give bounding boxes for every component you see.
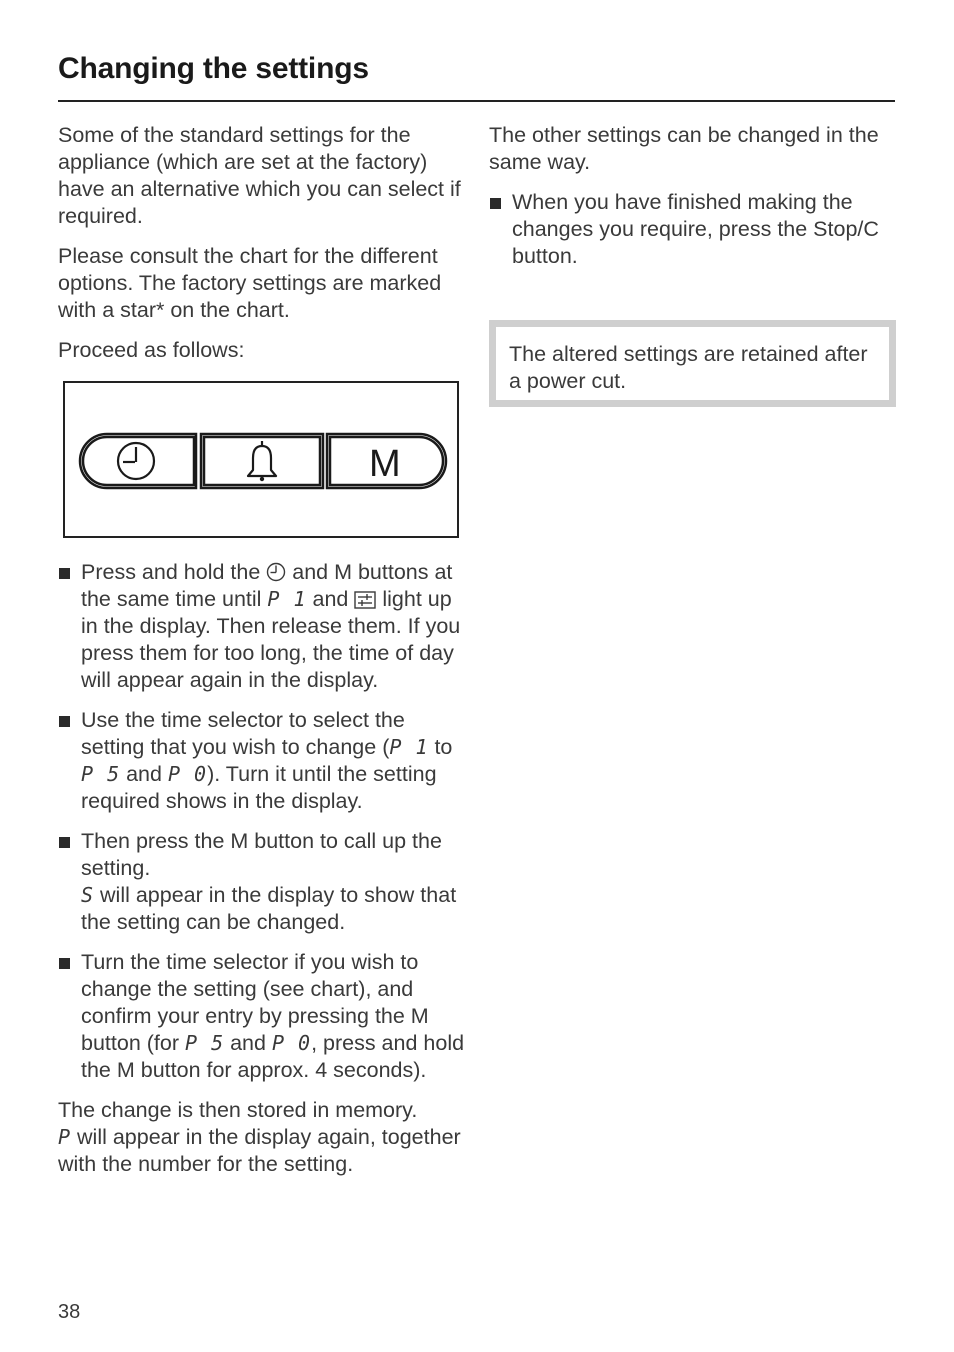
bell-button bbox=[201, 434, 323, 488]
display-code: P 0 bbox=[271, 1031, 312, 1055]
finish-step: When you have finished making the changes you require, press the Stop/C button. bbox=[489, 189, 899, 270]
bullet-square bbox=[59, 716, 70, 727]
step-1: Press and hold the and M buttons at the same time until P 1 and light up in the display. Then release them. If you press them for too long, the time of day will appear again in the display. bbox=[58, 559, 468, 694]
outro-paragraph: The change is then stored in memory. P will appear in the display again, together with the number for the setting. bbox=[58, 1098, 461, 1176]
clock-icon bbox=[266, 562, 286, 582]
intro-paragraph: Some of the standard settings for the appliance (which are set at the factory) have an alternative which you can select if required. bbox=[58, 123, 461, 228]
clock-icon bbox=[118, 443, 154, 479]
panel-buttons-svg bbox=[65, 383, 457, 536]
title-divider bbox=[58, 100, 895, 102]
display-code: P 1 bbox=[267, 587, 307, 611]
step-4: Turn the time selector if you wish to change the setting (see chart), and confirm your entry by pressing the M button (for P 5 and P 0, press and hold the M button for approx. 4 seconds). bbox=[58, 949, 468, 1084]
note-box bbox=[489, 320, 896, 407]
chart-paragraph: Please consult the chart for the different options. The factory settings are marked with a star* on the chart. bbox=[58, 244, 442, 322]
control-panel-illustration bbox=[63, 381, 459, 538]
left-column bbox=[58, 122, 468, 377]
step-3: Then press the M button to call up the setting. S will appear in the display to show that the setting can be changed. bbox=[58, 828, 468, 936]
bullet-square bbox=[59, 568, 70, 579]
display-code: P 5 bbox=[184, 1031, 225, 1055]
display-code: S bbox=[81, 883, 95, 907]
other-settings-paragraph: The other settings can be changed in the same way. bbox=[489, 123, 879, 174]
clock-button bbox=[80, 434, 196, 488]
page-number: 38 bbox=[58, 1301, 81, 1323]
proceed-paragraph: Proceed as follows: bbox=[58, 338, 245, 362]
display-code: P 1 bbox=[389, 735, 429, 759]
page-title: Changing the settings bbox=[58, 52, 369, 85]
right-column bbox=[489, 122, 899, 283]
display-code: P 0 bbox=[167, 762, 208, 786]
settings-display-icon bbox=[354, 591, 376, 609]
m-button-label: M bbox=[369, 443, 401, 485]
display-code: P bbox=[58, 1125, 72, 1149]
bullet-square bbox=[59, 958, 70, 969]
note-text: The altered settings are retained after a power cut. bbox=[509, 342, 868, 393]
bullet-square bbox=[59, 837, 70, 848]
steps-list bbox=[58, 559, 468, 1191]
display-code: P 5 bbox=[81, 762, 121, 786]
step-2: Use the time selector to select the setting that you wish to change (P 1 to P 5 and P 0). Turn it until the setting required shows in the display. bbox=[58, 707, 468, 815]
bullet-square bbox=[490, 198, 501, 209]
bell-icon bbox=[248, 441, 276, 481]
m-button bbox=[327, 434, 446, 488]
